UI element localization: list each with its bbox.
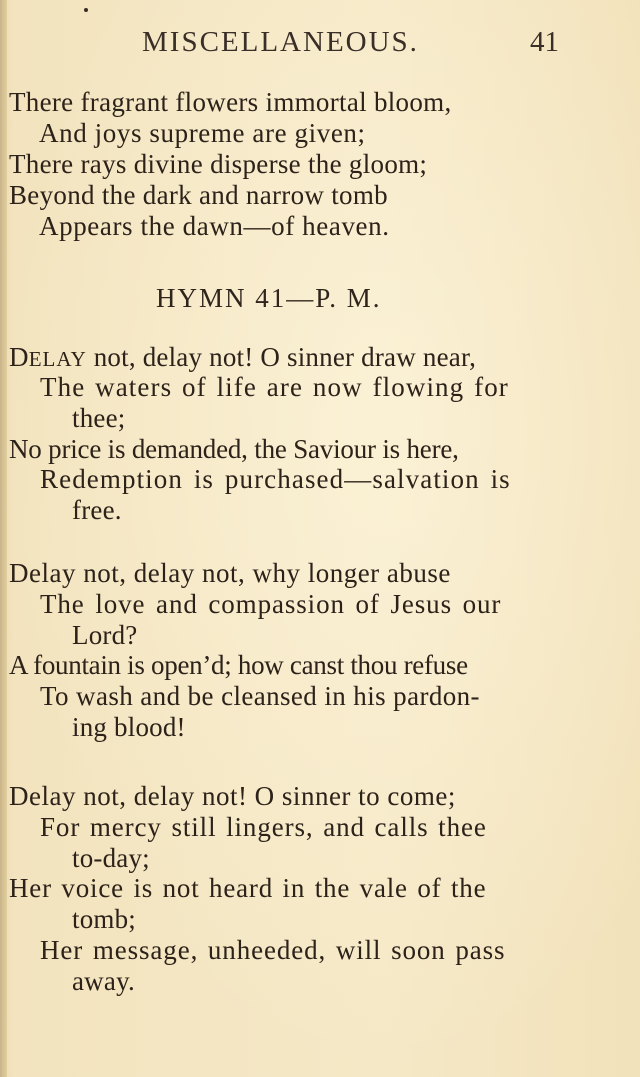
verse-line: free. [72, 495, 122, 525]
verse-line: To wash and be cleansed in his pardon- [40, 681, 480, 711]
verse-line: A fountain is open’d; how canst thou refuse [9, 650, 468, 680]
verse-line: There fragrant flowers immortal bloom, [9, 87, 452, 117]
verse-line: thee; [72, 403, 126, 433]
verse-line: And joys supreme are given; [39, 118, 366, 148]
verse-line: ing blood! [72, 712, 186, 742]
binding-edge [0, 0, 7, 1077]
verse-line: Lord? [72, 620, 138, 650]
verse-line-rest: not, delay not! O sinner draw near, [86, 342, 477, 372]
verse-line: No price is demanded, the Saviour is here, [9, 434, 459, 464]
verse-line: The waters of life are now flowing for [40, 372, 509, 402]
verse-line: tomb; [72, 904, 137, 934]
verse-line: Her voice is not heard in the vale of the [9, 873, 487, 903]
verse-line: Her message, unheeded, will soon pass [40, 935, 506, 965]
verse-line: Delay not, delay not, why longer abuse [9, 558, 451, 588]
verse-line: away. [72, 966, 135, 996]
verse-line: Delay not, delay not! O sinner to come; [9, 781, 456, 811]
verse-line: For mercy still lingers, and calls thee [40, 812, 487, 842]
verse-line: There rays divine disperse the gloom; [9, 149, 428, 179]
ink-speck [84, 8, 88, 12]
verse-line: Appears the dawn—of heaven. [39, 211, 390, 241]
page-number: 41 [530, 26, 559, 58]
verse-line: The love and compassion of Jesus our [40, 589, 502, 619]
verse-line: to-day; [72, 843, 150, 873]
verse-line: Beyond the dark and narrow tomb [9, 180, 388, 210]
page-header [0, 26, 640, 66]
dropcap-letter: D [9, 342, 29, 372]
hymn-title: HYMN 41—P. M. [156, 283, 382, 313]
smallcaps-word: ELAY [28, 347, 87, 371]
running-title: MISCELLANEOUS. [142, 26, 419, 58]
verse-line: Redemption is purchased—salvation is [40, 464, 511, 494]
verse-line-first [9, 342, 476, 373]
